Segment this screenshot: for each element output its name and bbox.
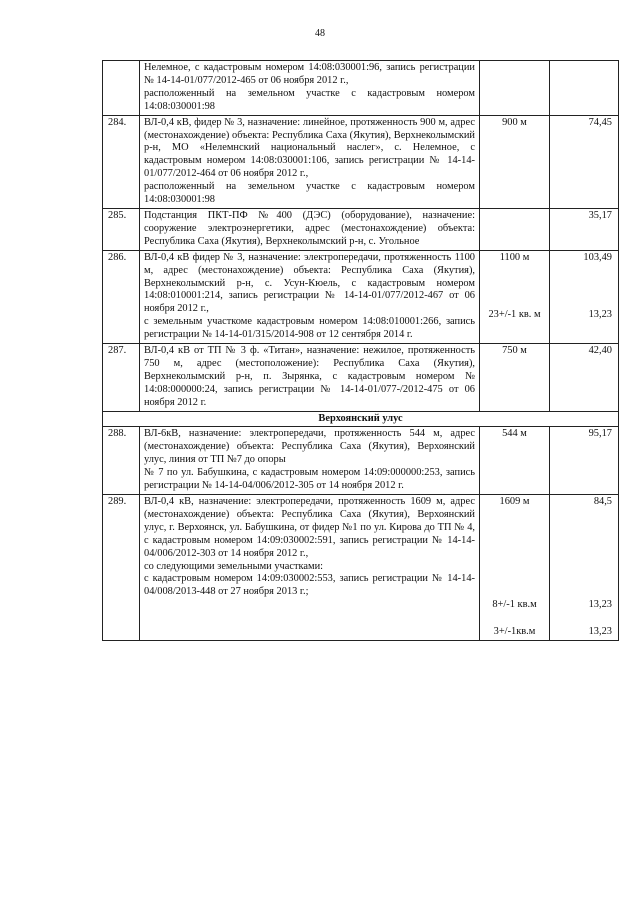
- table-row: [103, 208, 619, 250]
- row-number: 284.: [103, 115, 140, 208]
- row-quantity: [480, 61, 550, 116]
- row-value: 95,17: [550, 427, 619, 495]
- row-value: [550, 61, 619, 116]
- row-number: 286.: [103, 250, 140, 343]
- row-description: ВЛ-0,4 кВ от ТП № 3 ф. «Титан», назначение: нежилое, протяженность 750 м, адрес (местоположение): Республика Саха (Якутия), Верхнеколымский р-н, п. Зырянка, с кадастровым номером № 14:08:000000:24, запись регистрации № 14-14-01/077-/2012-475 от 06 ноября 2012 г.: [140, 344, 480, 412]
- row-value: 74,45: [550, 115, 619, 208]
- row-quantity: 1100 м 23+/-1 кв. м: [480, 250, 550, 343]
- table-row: [103, 61, 619, 116]
- table-row: [103, 344, 619, 412]
- table-row: [103, 115, 619, 208]
- table-row: [103, 250, 619, 343]
- row-number: 285.: [103, 208, 140, 250]
- row-value: 103,49 13,23: [550, 250, 619, 343]
- row-value: 42,40: [550, 344, 619, 412]
- row-description: Нелемное, с кадастровым номером 14:08:030001:96, запись регистрации № 14-14-01/077/2012-465 от 06 ноября 2012 г., расположенный на земельном участке с кадастровым номером 14:08:030001:98: [140, 61, 480, 116]
- table-row: [103, 495, 619, 641]
- row-quantity: 544 м: [480, 427, 550, 495]
- row-value: 35,17: [550, 208, 619, 250]
- section-header-row: [103, 411, 619, 427]
- row-number: 288.: [103, 427, 140, 495]
- page-number: 48: [315, 28, 325, 39]
- row-description: ВЛ-6кВ, назначение: электропередачи, протяженность 544 м, адрес (местонахождение) объекта: Республика Саха (Якутия), Верхоянский улус, линия от ТП №7 до опоры № 7 по ул. Бабушкина, с кадастровым номером 14:09:000000:253, запись регистрации № 14-14-04/006/2012-305 от 14 ноября 2012 г.: [140, 427, 480, 495]
- section-title: Верхоянский улус: [103, 411, 619, 427]
- table-row: [103, 427, 619, 495]
- row-quantity: 900 м: [480, 115, 550, 208]
- row-number: [103, 61, 140, 116]
- row-number: 289.: [103, 495, 140, 641]
- row-value: 84,5 13,23 13,23: [550, 495, 619, 641]
- row-description: ВЛ-0,4 кВ, назначение: электропередачи, протяженность 1609 м, адрес (местонахождение) объекта: Республика Саха (Якутия), Верхоянский улус, г. Верхоянск, ул. Бабушкина, от фидер №1 по ул. Кирова до ТП № 4, с кадастровым номером 14:09:030002:591, запись регистрации № 14-14-04/006/2012-303 от 14 ноября 2012 г., со следующими земельными участками: с кадастровым номером 14:09:030002:553, запись регистрации № 14-14-04/008/2013-448 от 27 ноября 2013 г.;: [140, 495, 480, 641]
- row-description: ВЛ-0,4 кВ фидер № 3, назначение: электропередачи, протяженность 1100 м, адрес (местонахождение) объекта: Республика Саха (Якутия), Верхнеколымский р-н, с. Усун-Кюель, с кадастровым номером 14:08:010001:214, запись регистрации № 14-14-01/077/2012-467 от 06 ноября 2012 г., с земельным участкоме кадастровым номером 14:08:010001:266, запись регистрации № 14-14-01/315/2014-908 от 12 сентября 2014 г.: [140, 250, 480, 343]
- row-quantity: 750 м: [480, 344, 550, 412]
- row-quantity: 1609 м 8+/-1 кв.м 3+/-1кв.м: [480, 495, 550, 641]
- property-table: [102, 60, 619, 641]
- row-description: ВЛ-0,4 кВ, фидер № 3, назначение: линейное, протяженность 900 м, адрес (местонахождение) объекта: Республика Саха (Якутия), Верхнеколымский р-н, МО «Нелемнский национальный наслег», с. Нелемное, с кадастровым номером 14:08:030001:106, запись регистрации № 14-14-01/077/2012-464 от 06 ноября 2012 г., расположенный на земельном участке с кадастровым номером 14:08:030001:98: [140, 115, 480, 208]
- row-number: 287.: [103, 344, 140, 412]
- row-quantity: [480, 208, 550, 250]
- row-description: Подстанция ПКТ-ПФ №400 (ДЭС) (оборудование), назначение: сооружение электроэнергетики, адрес (местонахождение) объекта: Республика Саха (Якутия), Верхнеколымский р-н, с. Угольное: [140, 208, 480, 250]
